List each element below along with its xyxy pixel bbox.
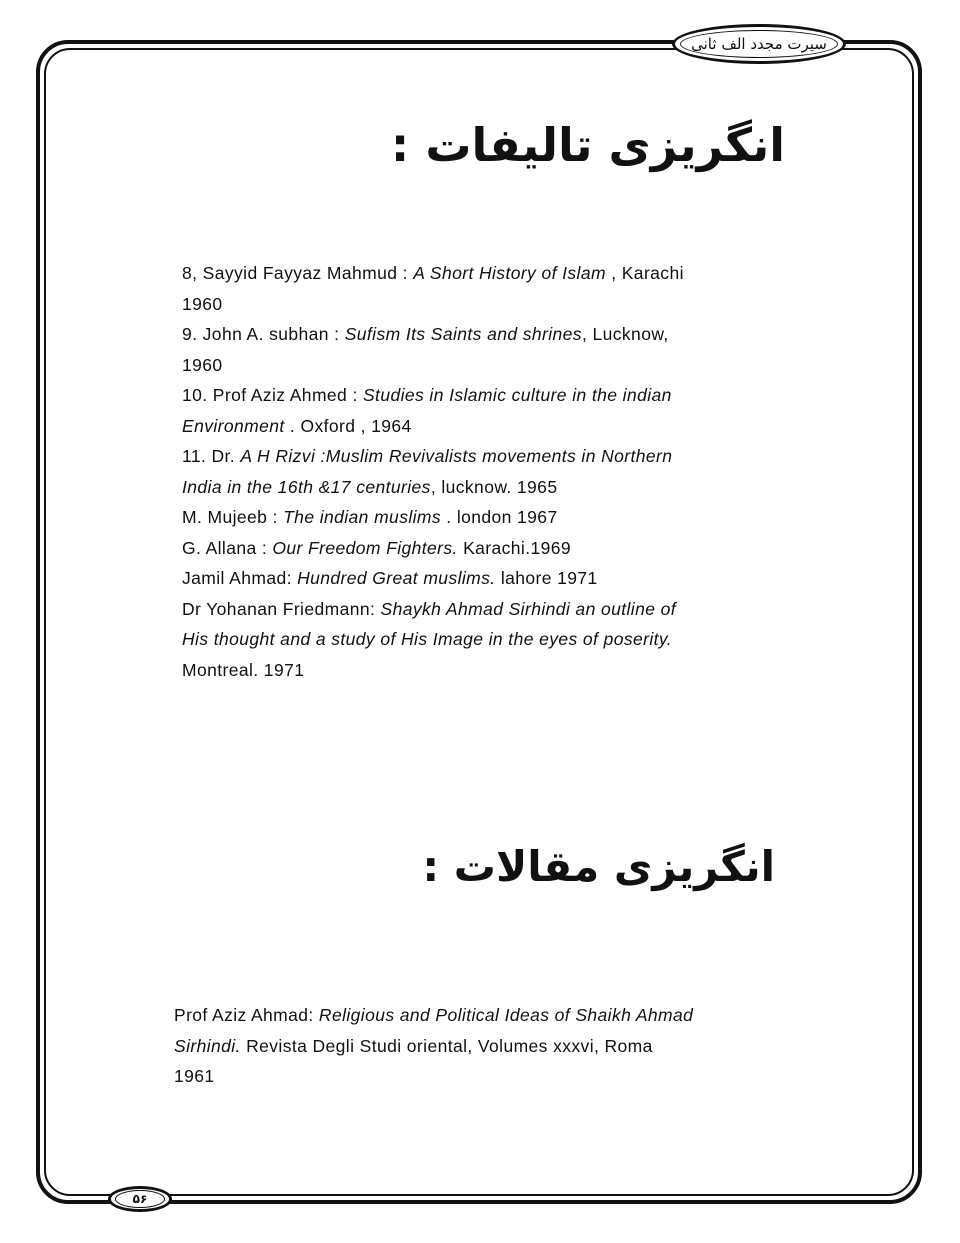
heading-english-articles: انگریزی مقالات :: [422, 842, 775, 891]
book-entry: [182, 380, 782, 441]
article-year: 1961: [174, 1066, 215, 1086]
book-title: A Short History of Islam: [413, 263, 606, 283]
article-source: Revista Degli Studi oriental, Volumes xxxvi, Roma: [240, 1035, 653, 1056]
book-entry: [182, 258, 782, 319]
book-title: Environment: [182, 415, 285, 436]
book-entry-text: Jamil Ahmad:: [182, 568, 298, 588]
book-entry: [182, 563, 782, 594]
book-entry-text: Karachi.1969: [457, 537, 572, 558]
book-entry-text: , Karachi: [605, 263, 684, 283]
book-entry-text: 11. Dr.: [182, 446, 241, 466]
book-title: Our Freedom Fighters.: [272, 537, 458, 558]
book-entry-text: 10. Prof Aziz Ahmed :: [182, 385, 363, 405]
book-entry-text: 8, Sayyid Fayyaz Mahmud :: [182, 263, 414, 283]
book-entry: [182, 533, 782, 564]
book-title: The indian muslims: [283, 507, 442, 527]
book-entry-text: Dr Yohanan Friedmann:: [182, 598, 381, 619]
book-entry-text: 9. John A. subhan :: [182, 324, 345, 344]
book-entry: [182, 319, 782, 380]
book-title: A H Rizvi :Muslim Revivalists movements in Northern: [240, 446, 673, 466]
article-title: Religious and Political Ideas of Shaikh Ahmad: [318, 1005, 694, 1025]
book-entry-text: G. Allana :: [182, 537, 273, 558]
article-author: Prof Aziz Ahmad:: [174, 1005, 319, 1025]
heading-english-books: انگریزی تالیفات :: [390, 118, 785, 172]
book-entry-text: . london 1967: [441, 507, 558, 527]
book-title: India in the 16th &17 centuries: [182, 476, 431, 497]
book-title: Hundred Great muslims.: [297, 568, 496, 588]
book-list: [182, 258, 782, 685]
book-entry-text: 1960: [182, 293, 223, 314]
book-entry-text: lahore 1971: [495, 568, 598, 588]
book-entry-text: Montreal. 1971: [182, 659, 305, 680]
book-title: Sufism Its Saints and shrines: [344, 324, 582, 344]
header-book-title: سیرت مجدد الف ثانی: [680, 30, 838, 58]
page-number: ۵۶: [115, 1190, 165, 1208]
article-title: Sirhindi.: [174, 1035, 241, 1056]
page-number-badge: [108, 1186, 172, 1212]
book-title: Shaykh Ahmad Sirhindi an outline of: [380, 598, 676, 619]
book-title: His thought and a study of His Image in the eyes of poserity.: [182, 629, 673, 649]
article-entry: [174, 1000, 774, 1092]
book-title: Studies in Islamic culture in the indian: [362, 385, 672, 405]
book-entry-text: , lucknow. 1965: [430, 476, 558, 497]
book-entry: [182, 441, 782, 502]
book-entry: [182, 594, 782, 686]
header-title-badge: [672, 24, 846, 64]
book-entry-text: . Oxford , 1964: [284, 415, 412, 436]
book-entry-text: , Lucknow,: [581, 324, 669, 344]
book-entry-text: M. Mujeeb :: [182, 507, 284, 527]
book-entry: [182, 502, 782, 533]
book-entry-text: 1960: [182, 354, 223, 375]
